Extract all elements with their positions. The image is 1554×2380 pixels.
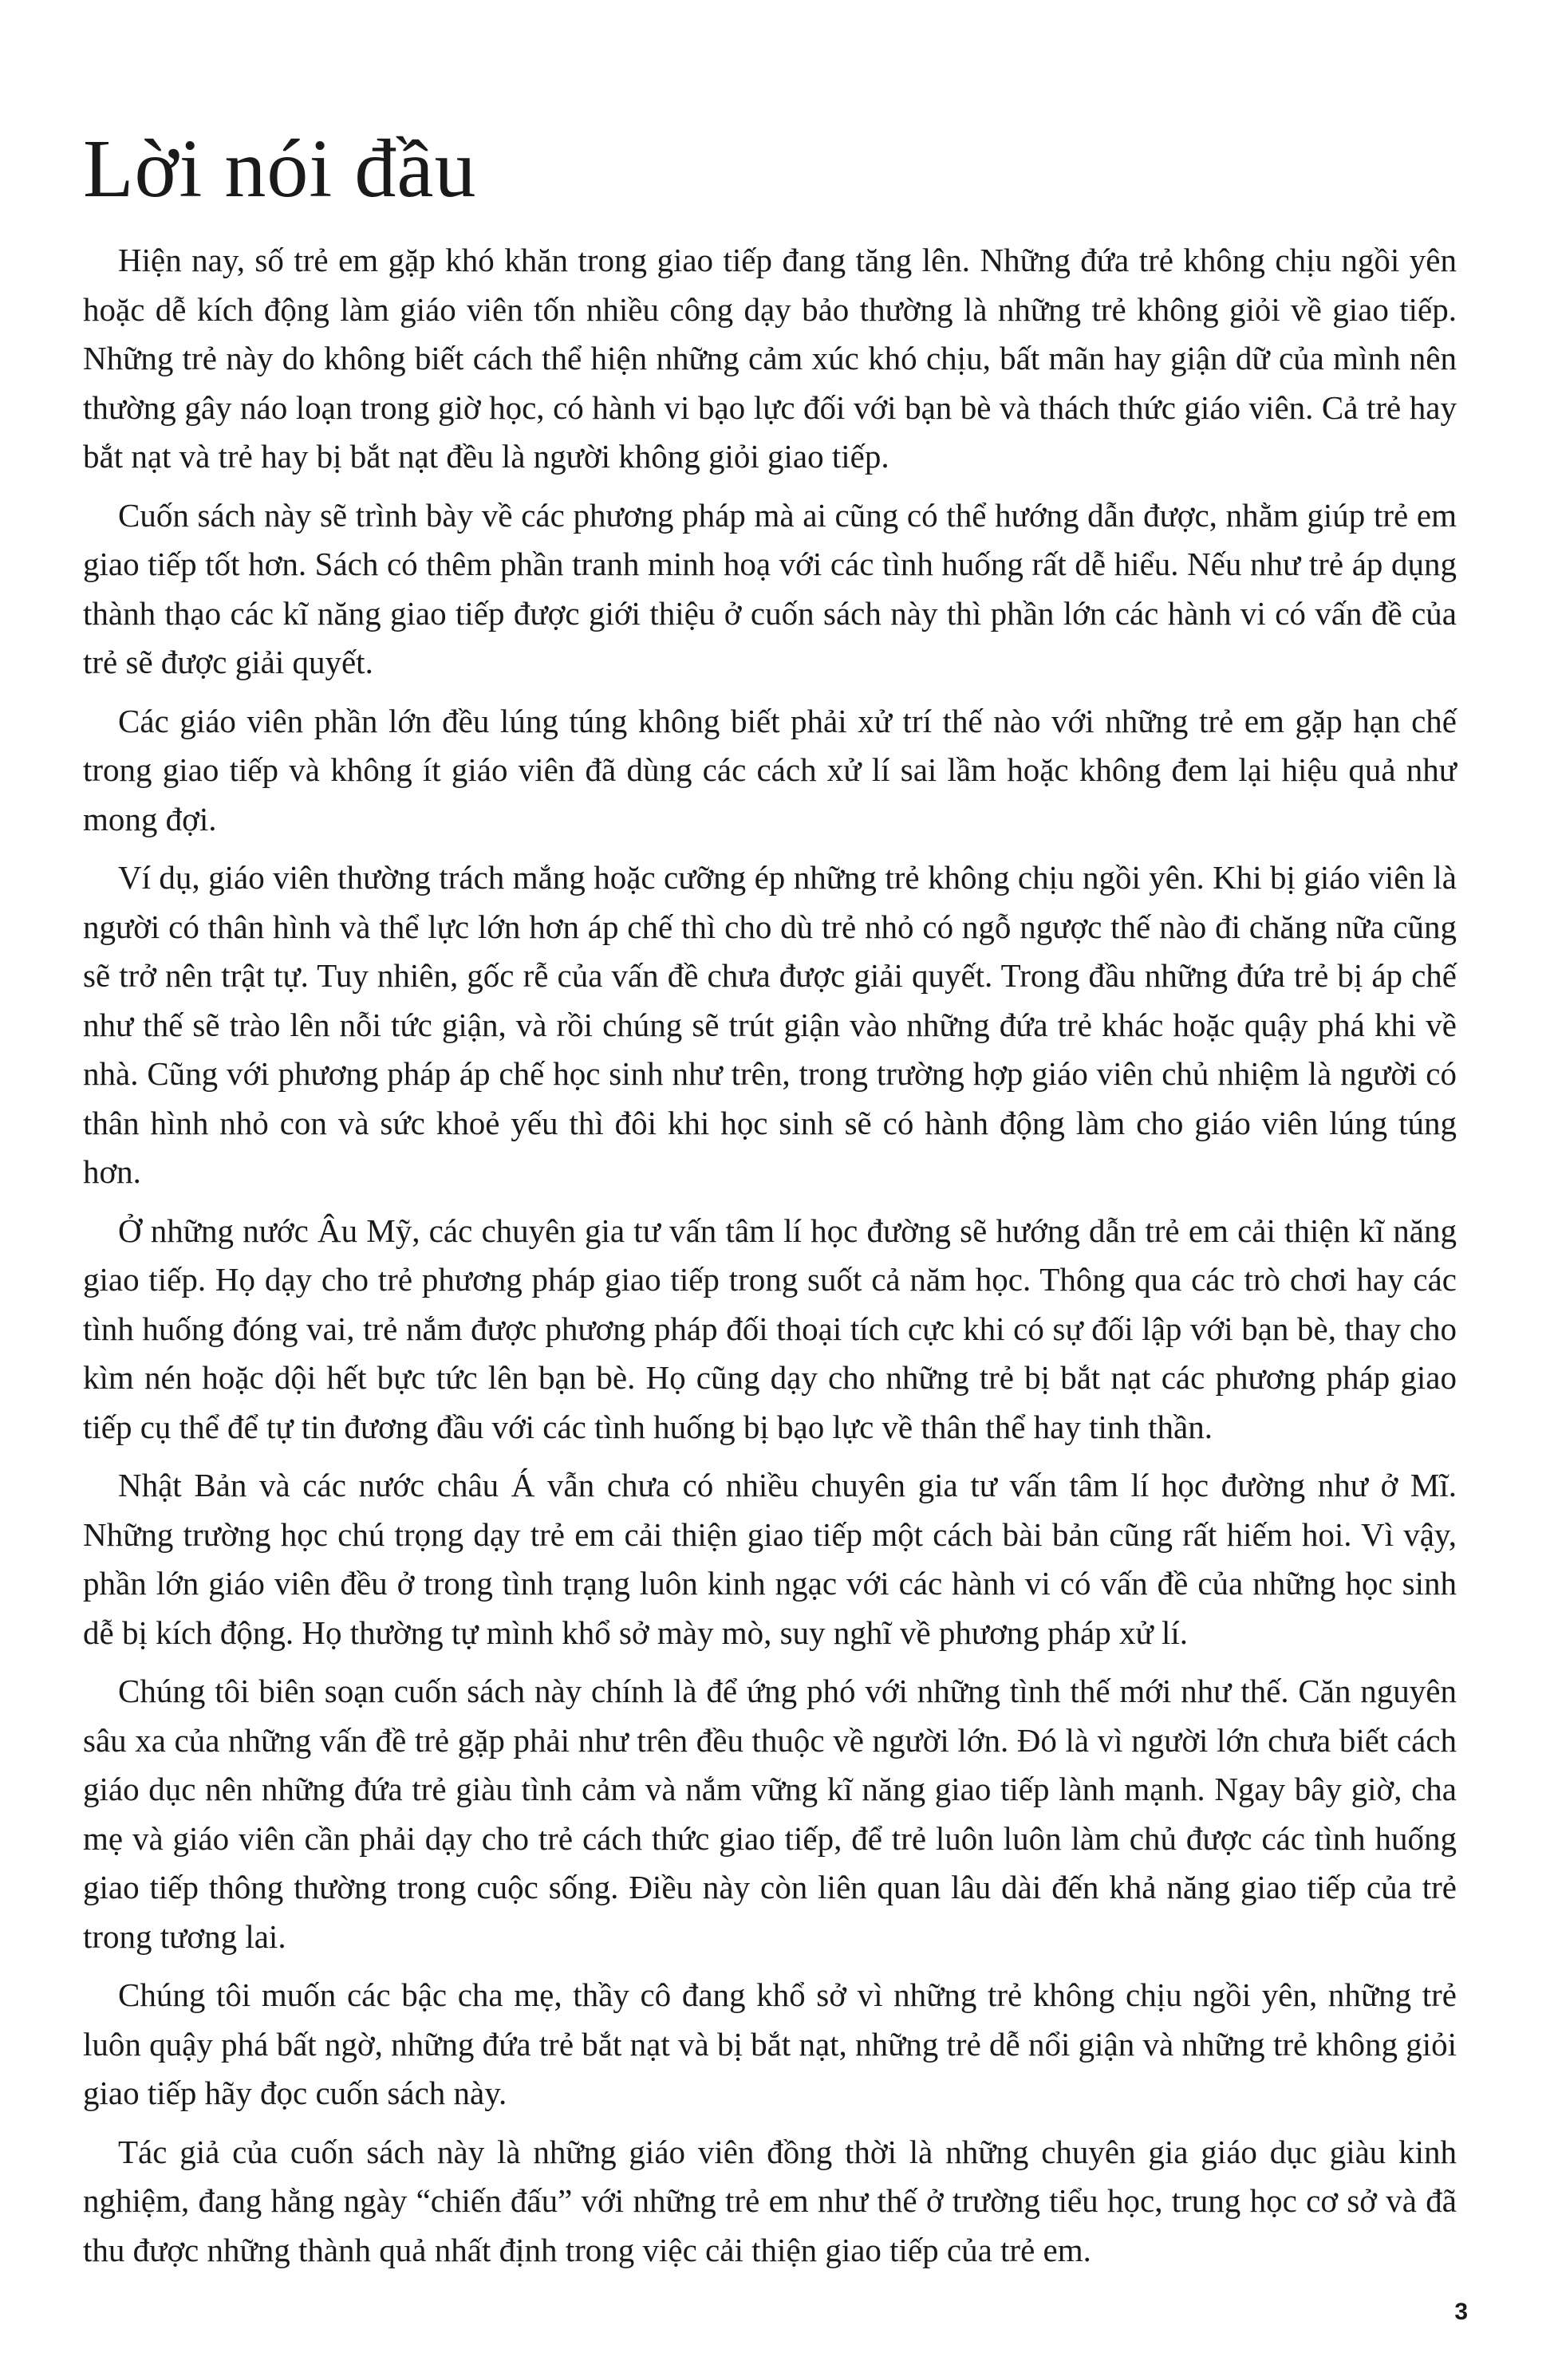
paragraph: Ở những nước Âu Mỹ, các chuyên gia tư vấn tâm lí học đường sẽ hướng dẫn trẻ em cải thiện kĩ năng giao tiếp. Họ dạy cho trẻ phương pháp giao tiếp trong suốt cả năm học. Thông qua các trò chơi hay các tình huống đóng vai, trẻ nắm được phương pháp đối thoại tích cực khi có sự đối lập với bạn bè, thay cho kìm nén hoặc dội hết bực tức lên bạn bè. Họ cũng dạy cho những trẻ bị bắt nạt các phương pháp giao tiếp cụ thể để tự tin đương đầu với các tình huống bị bạo lực về thân thể hay tinh thần. [83, 1212, 1457, 1445]
paragraph: Hiện nay, số trẻ em gặp khó khăn trong giao tiếp đang tăng lên. Những đứa trẻ không chịu ngồi yên hoặc dễ kích động làm giáo viên tốn nhiều công dạy bảo thường là những trẻ không giỏi về giao tiếp. Những trẻ này do không biết cách thể hiện những cảm xúc khó chịu, bất mãn hay giận dữ của mình nên thường gây náo loạn trong giờ học, có hành vi bạo lực đối với bạn bè và thách thức giáo viên. Cả trẻ hay bắt nạt và trẻ hay bị bắt nạt đều là người không giỏi giao tiếp. [83, 242, 1457, 475]
paragraph: Các giáo viên phần lớn đều lúng túng không biết phải xử trí thế nào với những trẻ em gặp hạn chế trong giao tiếp và không ít giáo viên đã dùng các cách xử lí sai lầm hoặc không đem lại hiệu quả như mong đợi. [83, 702, 1457, 837]
page-title: Lời nói đầu [83, 123, 477, 215]
page-number: 3 [1454, 2299, 1468, 2325]
paragraph: Nhật Bản và các nước châu Á vẫn chưa có nhiều chuyên gia tư vấn tâm lí học đường như ở Mĩ. Những trường học chú trọng dạy trẻ em cải thiện giao tiếp một cách bài bản cũng rất hiếm hoi. Vì vậy, phần lớn giáo viên đều ở trong tình trạng luôn kinh ngạc với các hành vi có vấn đề của những học sinh dễ bị kích động. Họ thường tự mình khổ sở mày mò, suy nghĩ về phương pháp xử lí. [83, 1467, 1457, 1651]
body-text [83, 236, 1457, 2284]
paragraph: Chúng tôi muốn các bậc cha mẹ, thầy cô đang khổ sở vì những trẻ không chịu ngồi yên, những trẻ luôn quậy phá bất ngờ, những đứa trẻ bắt nạt và bị bắt nạt, những trẻ dễ nổi giận và những trẻ không giỏi giao tiếp hãy đọc cuốn sách này. [83, 1976, 1457, 2111]
paragraph: Chúng tôi biên soạn cuốn sách này chính là để ứng phó với những tình thế mới như thế. Căn nguyên sâu xa của những vấn đề trẻ gặp phải như trên đều thuộc về người lớn. Đó là vì người lớn chưa biết cách giáo dục nên những đứa trẻ giàu tình cảm và nắm vững kĩ năng giao tiếp lành mạnh. Ngay bây giờ, cha mẹ và giáo viên cần phải dạy cho trẻ cách thức giao tiếp, để trẻ luôn luôn làm chủ được các tình huống giao tiếp thông thường trong cuộc sống. Điều này còn liên quan lâu dài đến khả năng giao tiếp của trẻ trong tương lai. [83, 1673, 1457, 1955]
paragraph: Ví dụ, giáo viên thường trách mắng hoặc cưỡng ép những trẻ không chịu ngồi yên. Khi bị giáo viên là người có thân hình và thể lực lớn hơn áp chế thì cho dù trẻ nhỏ có ngỗ ngược thế nào đi chăng nữa cũng sẽ trở nên trật tự. Tuy nhiên, gốc rễ của vấn đề chưa được giải quyết. Trong đầu những đứa trẻ bị áp chế như thế sẽ trào lên nỗi tức giận, và rồi chúng sẽ trút giận vào những đứa trẻ khác hoặc quậy phá khi về nhà. Cũng với phương pháp áp chế học sinh như trên, trong trường hợp giáo viên chủ nhiệm là người có thân hình nhỏ con và sức khoẻ yếu thì đôi khi học sinh sẽ có hành động làm cho giáo viên lúng túng hơn. [83, 859, 1457, 1190]
paragraph: Tác giả của cuốn sách này là những giáo viên đồng thời là những chuyên gia giáo dục giàu kinh nghiệm, đang hằng ngày “chiến đấu” với những trẻ em như thế ở trường tiểu học, trung học cơ sở và đã thu được những thành quả nhất định trong việc cải thiện giao tiếp của trẻ em. [83, 2133, 1457, 2268]
paragraph: Cuốn sách này sẽ trình bày về các phương pháp mà ai cũng có thể hướng dẫn được, nhằm giúp trẻ em giao tiếp tốt hơn. Sách có thêm phần tranh minh hoạ với các tình huống rất dễ hiểu. Nếu như trẻ áp dụng thành thạo các kĩ năng giao tiếp được giới thiệu ở cuốn sách này thì phần lớn các hành vi có vấn đề của trẻ sẽ được giải quyết. [83, 496, 1457, 680]
